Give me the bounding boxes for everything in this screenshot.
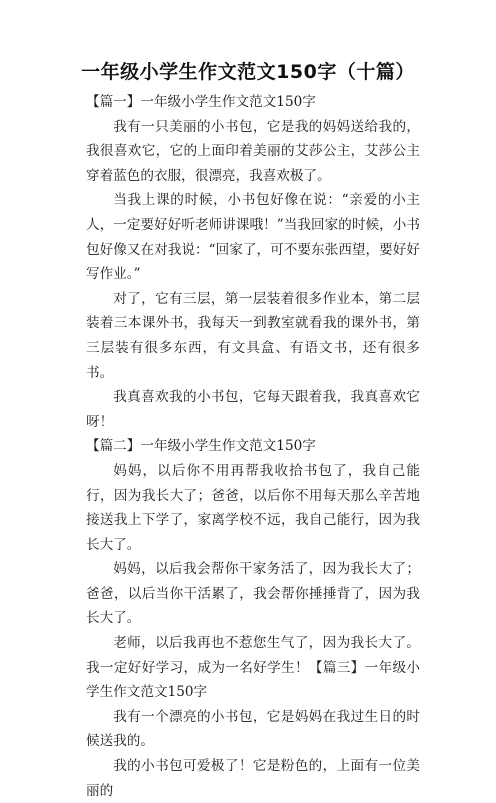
- paragraph: 当我上课的时候，小书包好像在说：“亲爱的小主人，一定要好好听老师讲课哦！”当我回家的时候，小书包好像又在对我说：“回家了，可不要东张西望，要好好写作业。”: [86, 192, 420, 283]
- paragraph: 妈妈，以后你不用再帮我收拾书包了，我自己能行，因为我长大了；爸爸，以后你不用每天那么辛苦地接送我上下学了，家离学校不远，我自己能行，因为我长大了。: [86, 462, 420, 553]
- paragraph: 对了，它有三层，第一层装着很多作业本，第二层装着三本课外书，我每天一到教室就看我的课外书，第三层装有很多东西，有文具盒、有语文书，还有很多书。: [86, 290, 420, 381]
- document-body: [86, 90, 420, 803]
- paragraph: 我有一只美丽的小书包，它是我的妈妈送给我的，我很喜欢它，它的上面印着美丽的艾莎公主，艾莎公主穿着蓝色的衣服，很漂亮，我喜欢极了。: [86, 118, 420, 184]
- document-title: 一年级小学生作文范文150字（十篇）: [81, 61, 415, 83]
- paragraph: 老师，以后我再也不惹您生气了，因为我长大了。我一定好好学习，成为一名好学生！【篇三】一年级小学生作文范文150字: [86, 635, 420, 701]
- paragraph: 我真喜欢我的小书包，它每天跟着我，我真喜欢它呀！: [86, 389, 420, 430]
- paragraph: 妈妈，以后我会帮你干家务活了，因为我长大了；爸爸，以后当你干活累了，我会帮你捶捶背了，因为我长大了。: [86, 561, 420, 627]
- paragraph: 我有一个漂亮的小书包，它是妈妈在我过生日的时候送我的。: [86, 708, 420, 750]
- section-heading-1: 【篇一】一年级小学生作文范文150字: [86, 94, 316, 110]
- section-heading-2: 【篇二】一年级小学生作文范文150字: [86, 438, 316, 455]
- paragraph: 我的小书包可爱极了！它是粉色的，上面有一位美丽的: [86, 758, 420, 799]
